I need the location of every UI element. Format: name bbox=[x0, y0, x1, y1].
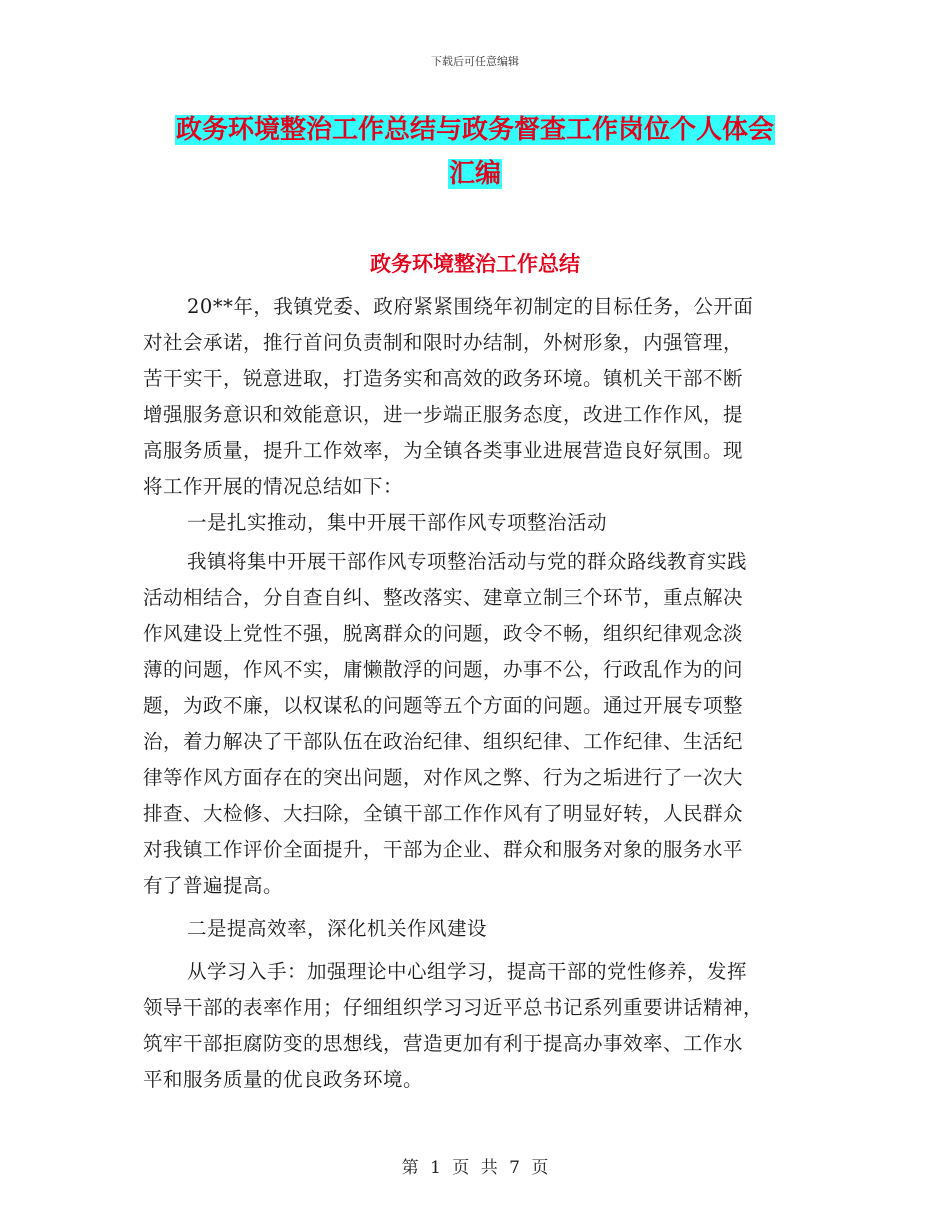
paragraph-line: 有了普遍提高。 bbox=[143, 874, 284, 897]
paragraph-line: 律等作风方面存在的突出问题，对作风之弊、行为之垢进行了一次大 bbox=[143, 766, 744, 789]
document-title-line-2 bbox=[0, 154, 950, 194]
subheading-line: 一是扎实推动，集中开展干部作风专项整治活动 bbox=[187, 511, 608, 534]
paragraph-line: 苦干实干，锐意进取，打造务实和高效的政务环境。镇机关干部不断 bbox=[143, 367, 744, 390]
page-footer: 第 1 页 共 7 页 bbox=[401, 1158, 549, 1178]
paragraph-line: 治，着力解决了干部队伍在政治纪律、组织纪律、工作纪律、生活纪 bbox=[143, 730, 744, 753]
paragraph-line: 薄的问题，作风不实，庸懒散浮的问题，办事不公，行政乱作为的问 bbox=[143, 658, 744, 681]
paragraph-line: 题，为政不廉，以权谋私的问题等五个方面的问题。通过开展专项整 bbox=[143, 694, 744, 717]
paragraph-line: 领导干部的表率作用；仔细组织学习习近平总书记系列重要讲话精神， bbox=[143, 996, 764, 1019]
paragraph-line: 排查、大检修、大扫除，全镇干部工作作风有了明显好转，人民群众 bbox=[143, 802, 744, 825]
paragraph-line: 增强服务意识和效能意识，进一步端正服务态度，改进工作作风，提 bbox=[143, 403, 744, 426]
header-note: 下载后可任意编辑 bbox=[431, 55, 519, 68]
paragraph-line: 作风建设上党性不强，脱离群众的问题，政令不畅，组织纪律观念淡 bbox=[143, 622, 744, 645]
paragraph-line: 对我镇工作评价全面提升，干部为企业、群众和服务对象的服务水平 bbox=[143, 838, 744, 861]
document-title-text-2: 汇编 bbox=[448, 159, 501, 189]
paragraph-line: 活动相结合，分自查自纠、整改落实、建章立制三个环节，重点解决 bbox=[143, 586, 744, 609]
subheading-line: 二是提高效率，深化机关作风建设 bbox=[187, 917, 488, 940]
paragraph-line: 将工作开展的情况总结如下： bbox=[143, 475, 404, 498]
paragraph-line: 对社会承诺，推行首问负责制和限时办结制，外树形象，内强管理， bbox=[143, 331, 744, 354]
paragraph-line: 筑牢干部拒腐防变的思想线，营造更加有利于提高办事效率、工作水 bbox=[143, 1032, 744, 1055]
section-title: 政务环境整治工作总结 bbox=[370, 252, 580, 276]
paragraph-line: 从学习入手：加强理论中心组学习，提高干部的党性修养，发挥 bbox=[187, 960, 748, 983]
paragraph-line: 平和服务质量的优良政务环境。 bbox=[143, 1068, 424, 1091]
paragraph-line: 我镇将集中开展干部作风专项整治活动与党的群众路线教育实践 bbox=[187, 550, 748, 573]
paragraph-line: 20**年，我镇党委、政府紧紧围绕年初制定的目标任务，公开面 bbox=[187, 295, 754, 318]
paragraph-line: 高服务质量，提升工作效率，为全镇各类事业进展营造良好氛围。现 bbox=[143, 439, 744, 462]
document-title-text-1: 政务环境整治工作总结与政务督查工作岗位个人体会 bbox=[175, 115, 774, 145]
document-title-line-1 bbox=[0, 110, 950, 150]
